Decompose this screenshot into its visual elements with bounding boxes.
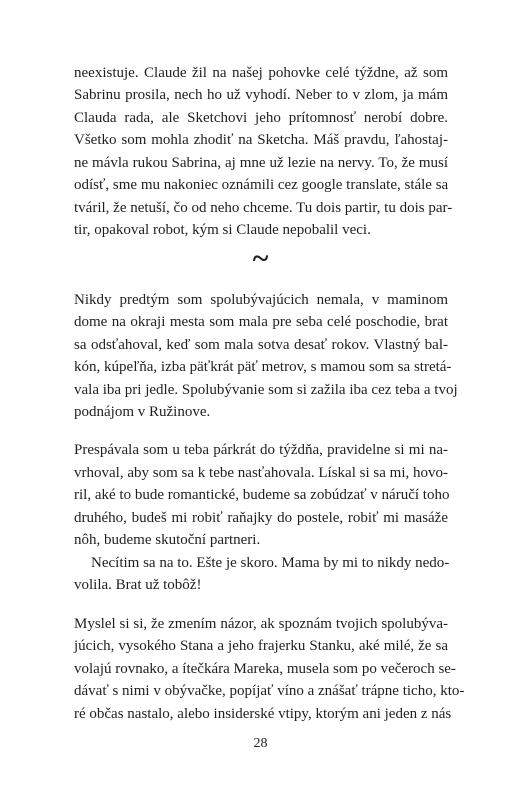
text-line: tir, opakoval robot, kým si Claude nepobalil veci. xyxy=(74,222,371,238)
text-line: ril, aké to bude romantické, budeme sa zobúdzať v náručí toho xyxy=(74,487,450,503)
text-line: Necítim sa na to. Ešte je skoro. Mama by mi to nikdy nedo- xyxy=(91,555,450,571)
text-line: vrhoval, aby som sa k tebe nasťahovala. Lískal si sa mi, hovo- xyxy=(74,465,448,481)
text-line: Myslel si si, že zmením názor, ak spoznám tvojich spolubýva- xyxy=(74,616,448,632)
text-line: kón, kúpeľňa, izba päťkrát päť metrov, s mamou som sa stretá- xyxy=(74,359,452,375)
page-number: 28 xyxy=(253,736,268,751)
text-line: neexistuje. Claude žil na našej pohovke celé týždne, až som xyxy=(74,65,448,81)
text-line: dome na okraji mesta som mala pre seba celé poschodie, brat xyxy=(74,314,448,330)
text-line: podnájom v Ružinove. xyxy=(74,404,211,420)
text-line: Clauda rada, ale Sketchovi jeho prítomnosť nerobí dobre. xyxy=(74,110,448,126)
text-line: sa odsťahoval, keď som mala sotva desať rokov. Vlastný bal- xyxy=(74,337,448,353)
text-line: ne mávla rukou Sabrina, aj mne už lezie na nervy. To, že musí xyxy=(74,155,448,171)
text-line: ré občas nastalo, alebo insiderské vtipy, ktorým ani jeden z nás xyxy=(74,706,452,722)
text-line: Nikdy predtým som spolubývajúcich nemala, v maminom xyxy=(74,292,448,308)
text-line: júcich, vysokého Stana a jeho frajerku Stanku, aké milé, že sa xyxy=(74,638,448,654)
text-line: vala iba pri jedle. Spolubývanie som si zažila iba cez teba a tvoj xyxy=(74,382,458,398)
text-line: Všetko som mohla zhodiť na Sketcha. Máš pravdu, ľahostaj- xyxy=(74,132,448,148)
text-line: volila. Brat už tobôž! xyxy=(74,577,202,593)
text-line: druhého, budeš mi robiť raňajky do postele, robiť mi masáže xyxy=(74,510,448,526)
text-line: Prespávala som u teba párkrát do týždňa, pravidelne si mi na- xyxy=(74,442,448,458)
text-line: tváril, že netuší, čo od neho chceme. Tu dois partir, tu dois par- xyxy=(74,200,453,216)
text-line: Sabrinu prosila, nech ho už vyhodí. Neber to v zlom, ja mám xyxy=(74,87,448,103)
text-line: odísť, sme mu nakoniec oznámili cez google translate, stále sa xyxy=(74,177,449,193)
text-line: nôh, budeme skutoční partneri. xyxy=(74,532,261,548)
text-line: volajú rovnako, a ítečkára Mareka, musela som po večeroch se- xyxy=(74,661,456,677)
section-separator: ~ xyxy=(252,242,269,275)
text-line: dávať s nimi v obývačke, popíjať víno a znášať trápne ticho, kto- xyxy=(74,683,465,699)
